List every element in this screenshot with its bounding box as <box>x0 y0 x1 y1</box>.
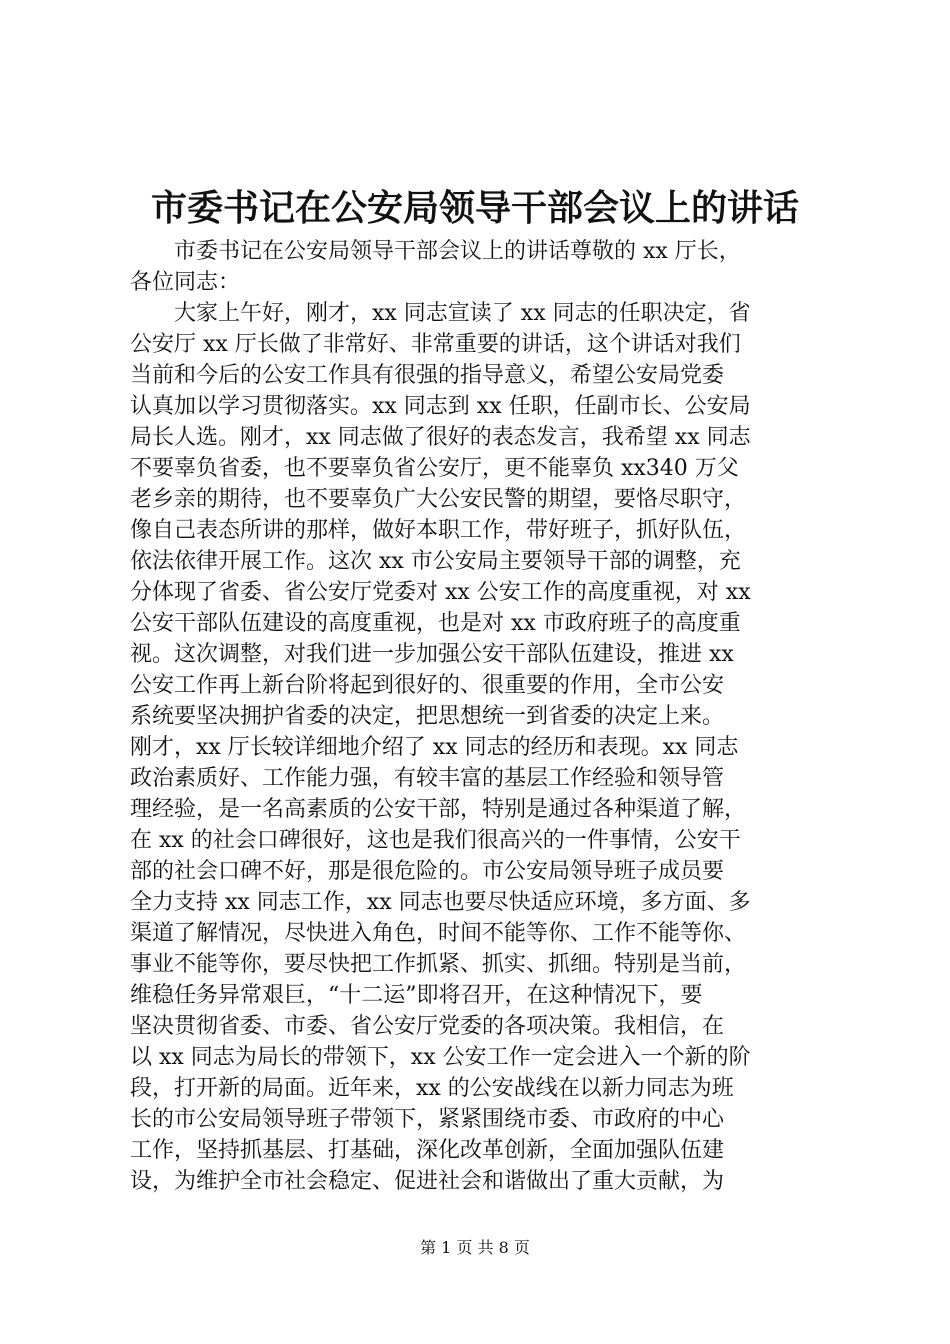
body-line: 设，为维护全市社会稳定、促进社会和谐做出了重大贡献，为 <box>130 1169 725 1194</box>
body-line: 依法依律开展工作。这次 xx 市公安局主要领导干部的调整，充 <box>130 549 741 574</box>
body-line: 各位同志： <box>130 270 241 295</box>
body-line: 刚才，xx 厅长较详细地介绍了 xx 同志的经历和表现。xx 同志 <box>130 735 739 760</box>
body-line: 长的市公安局领导班子带领下，紧紧围绕市委、市政府的中心 <box>130 1107 725 1132</box>
body-line: 当前和今后的公安工作具有很强的指导意义，希望公安局党委 <box>130 363 725 388</box>
document-title: 市委书记在公安局领导干部会议上的讲话 <box>150 187 799 229</box>
body-line: 部的社会口碑不好，那是很危险的。市公安局领导班子成员要 <box>130 859 725 884</box>
page-number-footer: 第 1 页 共 8 页 <box>420 1238 530 1257</box>
body-line: 视。这次调整，对我们进一步加强公安干部队伍建设，推进 xx <box>130 642 734 667</box>
document-body <box>130 236 830 1197</box>
body-line: 理经验，是一名高素质的公安干部，特别是通过各种渠道了解， <box>130 797 747 822</box>
body-line: 以 xx 同志为局长的带领下，xx 公安工作一定会进入一个新的阶 <box>130 1045 751 1070</box>
body-line: 在 xx 的社会口碑很好，这也是我们很高兴的一件事情，公安干 <box>130 828 741 853</box>
body-line: 系统要坚决拥护省委的决定，把思想统一到省委的决定上来。 <box>130 704 725 729</box>
body-line: 公安工作再上新台阶将起到很好的、很重要的作用，全市公安 <box>130 673 725 698</box>
body-line: 公安干部队伍建设的高度重视，也是对 xx 市政府班子的高度重 <box>130 611 741 636</box>
body-line: 大家上午好，刚才，xx 同志宣读了 xx 同志的任职决定，省 <box>130 301 751 326</box>
body-line: 分体现了省委、省公安厅党委对 xx 公安工作的高度重视，对 xx <box>130 580 751 605</box>
body-line: 坚决贯彻省委、市委、省公安厅党委的各项决策。我相信，在 <box>130 1014 725 1039</box>
body-line: 事业不能等你，要尽快把工作抓紧、抓实、抓细。特别是当前， <box>130 952 747 977</box>
body-line: 段，打开新的局面。近年来，xx 的公安战线在以新力同志为班 <box>130 1076 734 1101</box>
body-line: 市委书记在公安局领导干部会议上的讲话尊敬的 xx 厅长， <box>130 239 741 264</box>
body-line: 老乡亲的期待，也不要辜负广大公安民警的期望，要恪尽职守， <box>130 487 747 512</box>
body-line: 不要辜负省委，也不要辜负省公安厅，更不能辜负 xx340 万父 <box>130 456 739 481</box>
body-line: 维稳任务异常艰巨，“十二运”即将召开，在这种情况下，要 <box>130 983 703 1008</box>
body-line: 政治素质好、工作能力强，有较丰富的基层工作经验和领导管 <box>130 766 725 791</box>
body-line: 认真加以学习贯彻落实。xx 同志到 xx 任职，任副市长、公安局 <box>130 394 751 419</box>
body-line: 工作，坚持抓基层、打基础，深化改革创新，全面加强队伍建 <box>130 1138 725 1163</box>
body-line: 渠道了解情况，尽快进入角色，时间不能等你、工作不能等你、 <box>130 921 747 946</box>
body-line: 局长人选。刚才，xx 同志做了很好的表态发言，我希望 xx 同志 <box>130 425 751 450</box>
body-line: 公安厅 xx 厅长做了非常好、非常重要的讲话，这个讲话对我们 <box>130 332 741 357</box>
body-line: 像自己表态所讲的那样，做好本职工作，带好班子，抓好队伍， <box>130 518 747 543</box>
body-line: 全力支持 xx 同志工作，xx 同志也要尽快适应环境，多方面、多 <box>130 890 751 915</box>
